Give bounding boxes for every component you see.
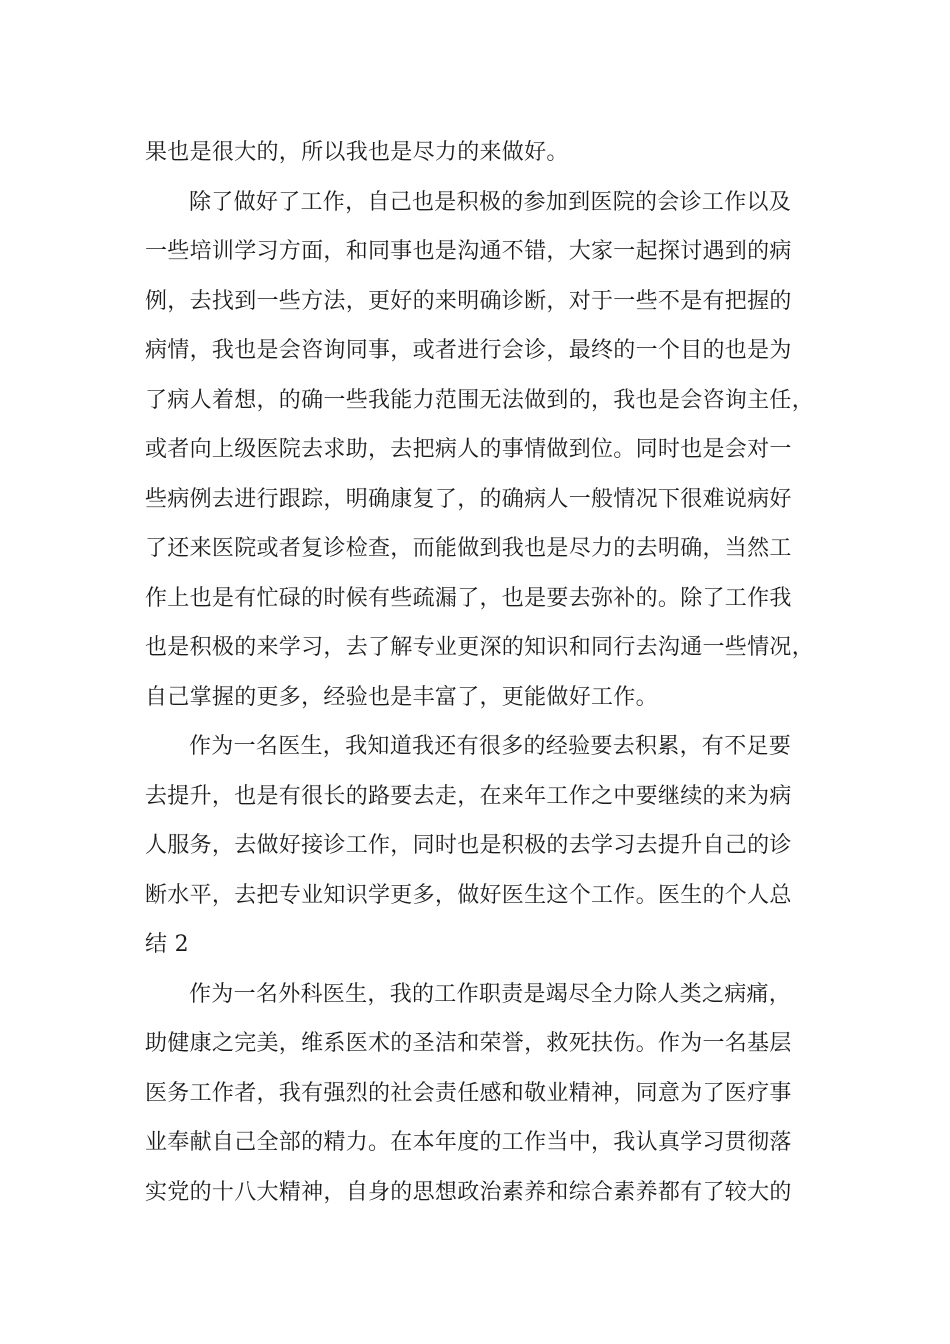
text-line: 一些培训学习方面，和同事也是沟通不错，大家一起探讨遇到的病 [145,239,792,264]
text-line: 些病例去进行跟踪，明确康复了，的确病人一般情况下很难说病好 [145,486,792,512]
text-line: 去提升，也是有很长的路要去走，在来年工作之中要继续的来为病 [145,783,792,809]
text-line: 果也是很大的，所以我也是尽力的来做好。 [145,140,569,165]
text-line: 助健康之完美，维系医术的圣洁和荣誉，救死扶伤。作为一名基层 [145,1031,792,1056]
text-line: 病情，我也是会咨询同事，或者进行会诊，最终的一个目的也是为 [145,338,792,363]
text-line: 例，去找到一些方法，更好的来明确诊断，对于一些不是有把握的 [145,288,792,314]
text-line: 作为一名外科医生，我的工作职责是竭尽全力除人类之病痛， [189,981,792,1007]
text-line: 业奉献自己全部的精力。在本年度的工作当中，我认真学习贯彻落 [145,1130,792,1155]
text-line: 了还来医院或者复诊检查，而能做到我也是尽力的去明确，当然工 [145,536,792,561]
text-line: 断水平，去把专业知识学更多，做好医生这个工作。医生的个人总 [145,882,792,908]
text-line: 或者向上级医院去求助，去把病人的事情做到位。同时也是会对一 [145,437,792,462]
text-line: 作上也是有忙碌的时候有些疏漏了，也是要去弥补的。除了工作我 [145,585,792,611]
text-line: 也是积极的来学习，去了解专业更深的知识和同行去沟通一些情况， [145,635,815,660]
text-line: 除了做好了工作，自己也是积极的参加到医院的会诊工作以及 [189,189,792,215]
text-line: 医务工作者，我有强烈的社会责任感和敬业精神，同意为了医疗事 [145,1080,792,1106]
text-line: 了病人着想，的确一些我能力范围无法做到的，我也是会咨询主任， [145,387,815,413]
text-line: 结 2 [145,932,189,957]
text-line: 作为一名医生，我知道我还有很多的经验要去积累，有不足要 [189,734,792,759]
text-line: 实党的十八大精神，自身的思想政治素养和综合素养都有了较大的 [145,1179,792,1205]
text-line: 人服务，去做好接诊工作，同时也是积极的去学习去提升自己的诊 [145,833,792,858]
text-line: 自己掌握的更多，经验也是丰富了，更能做好工作。 [145,684,658,710]
document-body [145,128,825,1217]
